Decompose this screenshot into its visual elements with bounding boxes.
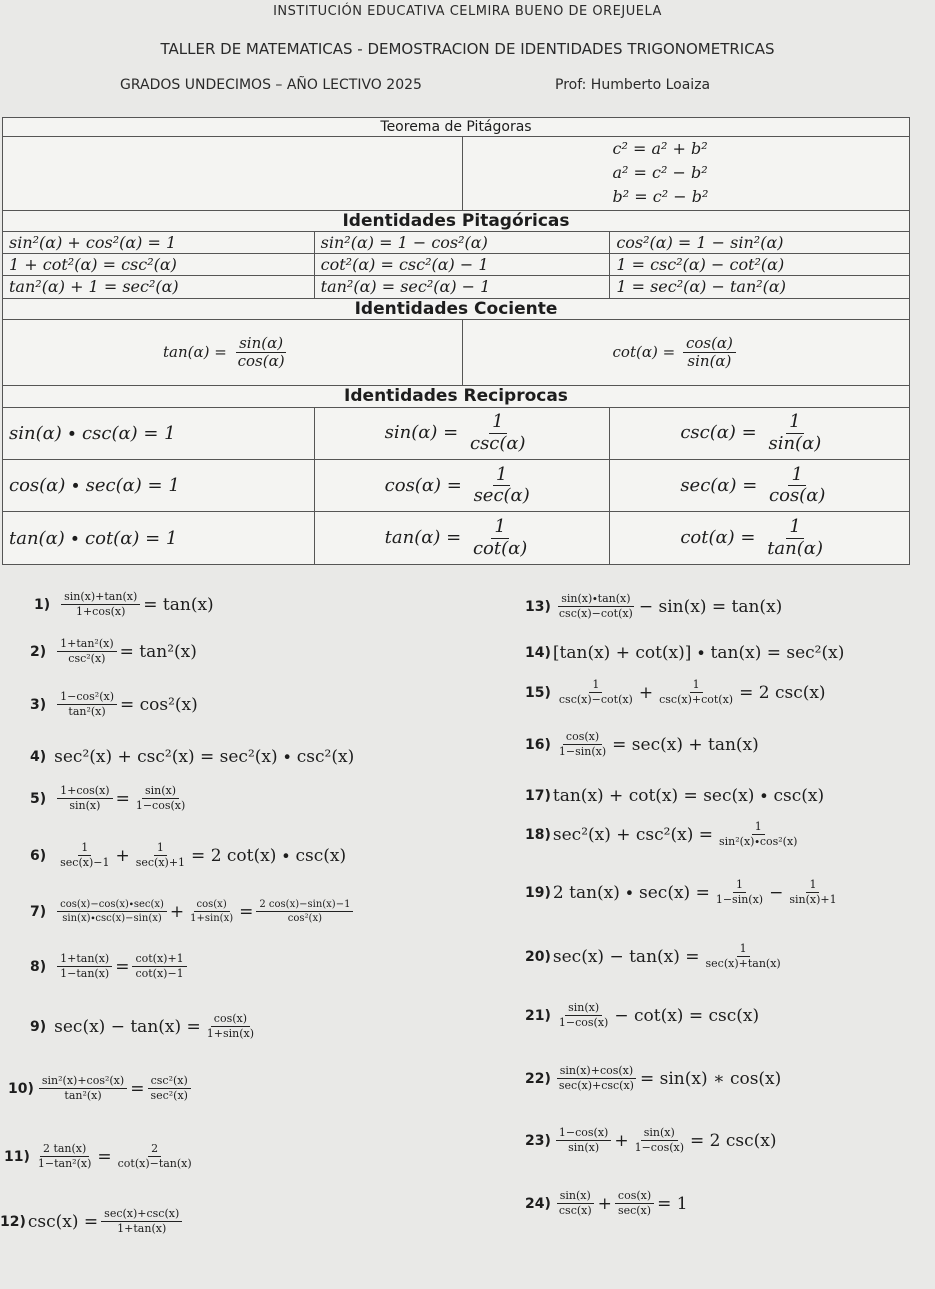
exercise-2 (30, 637, 197, 667)
fraction-den: 1+sin(x) (206, 1027, 255, 1041)
exercise-rhs: = 2 csc(x) (739, 682, 826, 703)
fraction-den: sec(x) (617, 1204, 652, 1218)
exercise-number: 24) (525, 1195, 551, 1212)
reciprocal-den: sin(α) (768, 432, 822, 454)
reciprocal-product: tan(α) ∙ cot(α) = 1 (3, 512, 315, 565)
reciprocal-lhs: csc(α) = (680, 422, 757, 444)
tan-quotient-den: cos(α) (237, 352, 285, 371)
fraction-den: sin(x)∙csc(x)−sin(x) (62, 913, 162, 924)
exercise-number: 23) (525, 1132, 551, 1149)
fraction-den: cot(x)−1 (135, 967, 184, 981)
exercise-8 (30, 952, 190, 982)
fraction-num: 2 (148, 1142, 161, 1157)
fraction-den: csc²(x) (68, 652, 106, 666)
reciprocal-den: csc(α) (469, 432, 526, 454)
fraction-den: 1+tan(x) (117, 1222, 167, 1236)
fraction-den: csc(x)+cot(x) (659, 693, 734, 707)
pyth-identity: 1 = csc²(α) − cot²(α) (610, 254, 910, 276)
fraction-num: 1 (690, 678, 703, 693)
reciprocal-lhs: cot(α) = (680, 527, 756, 549)
fraction-den: 1−cos(x) (558, 1016, 609, 1030)
exercise-operator: + (169, 901, 185, 922)
cot-quotient-num: cos(α) (683, 335, 736, 353)
triangle-figure-cell (3, 137, 463, 211)
fraction-num: 2 tan(x) (40, 1142, 89, 1157)
exercise-number: 6) (30, 847, 47, 864)
pyth-identity: tan²(α) = sec²(α) − 1 (314, 276, 610, 298)
fraction-den: sec(x)+1 (135, 856, 186, 870)
identities-table (2, 117, 910, 565)
reciprocal-den: sec(α) (473, 485, 530, 507)
pyth-identity: sin²(α) + cos²(α) = 1 (3, 232, 315, 254)
reciprocal-num: 1 (788, 465, 805, 487)
grades-line: GRADOS UNDECIMOS – AÑO LECTIVO 2025 (120, 77, 422, 93)
fraction-num: 2 cos(x)−sin(x)−1 (256, 898, 353, 912)
exercise-19 (525, 878, 843, 908)
exercise-number: 19) (525, 884, 551, 901)
exercise-18 (525, 820, 803, 850)
exercise-number: 12) (0, 1213, 26, 1230)
exercise-text: tan(x) + cot(x) = sec(x) ∙ csc(x) (552, 786, 825, 806)
exercise-lhs: csc(x) = (27, 1211, 99, 1232)
exercise-14 (525, 643, 844, 663)
fraction-num: 1 (737, 942, 750, 957)
exercise-number: 8) (30, 958, 47, 975)
exercise-7 (30, 898, 356, 925)
exercise-number: 17) (525, 788, 551, 804)
exercise-17 (525, 786, 824, 806)
exercise-3 (30, 690, 198, 720)
exercise-lhs: sec(x) − tan(x) = (552, 946, 700, 967)
exercise-number: 3) (30, 696, 47, 713)
fraction-num: cos(x) (194, 898, 230, 912)
fraction-den: sec(x)−1 (60, 856, 110, 870)
fraction-num: 1 (733, 878, 746, 893)
exercise-rhs: = 2 cot(x) ∙ csc(x) (191, 845, 347, 866)
exercise-operator: − (769, 882, 784, 903)
fraction-den: sin(x) (568, 1141, 600, 1155)
fraction-num: sin(x)+cos(x) (557, 1064, 636, 1079)
exercise-rhs: − sin(x) = tan(x) (638, 596, 783, 617)
exercise-lhs: sec²(x) + csc²(x) = (552, 824, 713, 845)
fraction-num: 1−cos²(x) (57, 690, 117, 705)
exercise-operator: = (115, 956, 130, 977)
exercise-operator: = (97, 1146, 112, 1167)
fraction-den: csc(x) (558, 1204, 592, 1218)
fraction-den: 1−tan²(x) (37, 1157, 92, 1171)
exercise-rhs: = tan²(x) (119, 641, 197, 662)
reciprocal-product: cos(α) ∙ sec(α) = 1 (3, 460, 315, 512)
fraction-den: sin²(x)∙cos²(x) (719, 835, 798, 849)
fraction-num: sec(x)+csc(x) (101, 1207, 182, 1222)
fraction-num: sin(x) (641, 1126, 678, 1141)
pitagoras-formula: b² = c² − b² (612, 187, 709, 207)
exercise-13 (525, 592, 782, 622)
fraction-num: sin(x) (142, 784, 179, 799)
fraction-num: 1+tan(x) (57, 952, 112, 967)
exercise-16 (525, 730, 759, 760)
fraction-num: 1 (806, 878, 819, 893)
reciprocal-num: 1 (786, 412, 803, 434)
fraction-num: 1 (78, 841, 91, 856)
exercise-number: 2) (30, 643, 47, 660)
reciprocal-identity (314, 460, 610, 512)
fraction-den: 1−sin(x) (715, 893, 764, 907)
reciprocal-num: 1 (493, 465, 510, 487)
exercise-number: 4) (30, 749, 47, 765)
pitagoras-formula: a² = c² − b² (612, 163, 708, 183)
exercise-6 (30, 841, 346, 871)
exercise-rhs: = sin(x) ∗ cos(x) (639, 1068, 782, 1089)
fraction-den: 1+sin(x) (190, 913, 234, 924)
exercise-number: 7) (30, 903, 47, 920)
exercise-4 (30, 747, 354, 767)
fraction-num: sin(x)+tan(x) (61, 590, 140, 605)
exercise-operator: + (597, 1193, 612, 1214)
exercise-lhs: sec(x) − tan(x) = (54, 1016, 201, 1037)
reciprocal-den: cos(α) (769, 485, 826, 507)
reciprocal-den: cot(α) (472, 537, 528, 559)
reciprocal-identity (610, 512, 910, 565)
worksheet-title: TALLER DE MATEMATICAS - DEMOSTRACION DE IDENTIDADES TRIGONOMETRICAS (160, 40, 775, 58)
pyth-identity: 1 = sec²(α) − tan²(α) (610, 276, 910, 298)
exercise-number: 9) (30, 1018, 47, 1035)
fraction-den: cos²(x) (287, 913, 323, 924)
fraction-den: sec(x)+csc(x) (558, 1079, 634, 1093)
institution-name: INSTITUCIÓN EDUCATIVA CELMIRA BUENO DE OREJUELA (273, 4, 662, 19)
pyth-identity: cot²(α) = csc²(α) − 1 (314, 254, 610, 276)
exercise-number: 20) (525, 948, 551, 965)
exercise-text: [tan(x) + cot(x)] ∙ tan(x) = sec²(x) (552, 643, 845, 663)
fraction-num: 1 (154, 841, 167, 856)
exercise-rhs: = tan(x) (143, 594, 214, 615)
exercise-15 (525, 678, 826, 708)
cot-quotient (462, 319, 909, 386)
exercise-operator: = (239, 901, 254, 922)
fraction-den: 1−sin(x) (558, 745, 607, 759)
exercise-operator: + (115, 845, 130, 866)
reciprocal-num: 1 (489, 412, 506, 434)
exercise-operator: = (130, 1078, 145, 1099)
pitagoricas-title: Identidades Pitagóricas (3, 210, 910, 231)
exercise-number: 13) (525, 598, 551, 615)
pitagoras-title: Teorema de Pitágoras (3, 118, 910, 137)
tan-quotient-num: sin(α) (236, 335, 286, 353)
exercise-21 (525, 1001, 759, 1031)
cot-quotient-lhs: cot(α) = (612, 342, 676, 361)
fraction-num: sin²(x)+cos²(x) (39, 1074, 127, 1089)
fraction-den: cot(x)−tan(x) (117, 1157, 192, 1171)
exercise-23 (525, 1126, 777, 1156)
fraction-den: tan²(x) (68, 705, 106, 719)
pitagoras-formula: c² = a² + b² (612, 139, 708, 159)
exercise-number: 18) (525, 826, 551, 843)
exercise-12 (0, 1207, 185, 1237)
fraction-num: 1 (752, 820, 765, 835)
reciprocas-title: Identidades Reciprocas (3, 386, 910, 407)
fraction-num: 1+tan²(x) (57, 637, 116, 652)
reciprocal-identity (314, 512, 610, 565)
fraction-num: csc²(x) (148, 1074, 191, 1089)
exercise-rhs: − cot(x) = csc(x) (614, 1005, 760, 1026)
fraction-den: tan²(x) (64, 1089, 102, 1103)
exercise-number: 11) (4, 1148, 30, 1165)
fraction-num: 1−cos(x) (556, 1126, 611, 1141)
exercise-rhs: = cos²(x) (119, 694, 198, 715)
fraction-num: cos(x) (615, 1189, 654, 1204)
exercise-number: 16) (525, 736, 551, 753)
exercise-lhs: 2 tan(x) ∙ sec(x) = (552, 882, 710, 903)
reciprocal-identity (610, 407, 910, 459)
fraction-num: sin(x) (565, 1001, 602, 1016)
fraction-num: cot(x)+1 (132, 952, 186, 967)
exercise-number: 5) (30, 790, 47, 807)
pyth-identity: sin²(α) = 1 − cos²(α) (314, 232, 610, 254)
exercise-text: sec²(x) + csc²(x) = sec²(x) ∙ csc²(x) (54, 747, 355, 767)
fraction-num: 1 (589, 678, 602, 693)
exercise-22 (525, 1064, 781, 1094)
pyth-identity: cos²(α) = 1 − sin²(α) (610, 232, 910, 254)
reciprocal-product: sin(α) ∙ csc(α) = 1 (3, 407, 315, 459)
exercise-1 (34, 590, 214, 620)
fraction-num: 1+cos(x) (57, 784, 112, 799)
fraction-den: sec(x)+tan(x) (705, 957, 781, 971)
reciprocal-num: 1 (786, 517, 803, 539)
fraction-den: csc(x)−cot(x) (558, 693, 633, 707)
pyth-identity: tan²(α) + 1 = sec²(α) (3, 276, 315, 298)
cociente-title: Identidades Cociente (3, 298, 910, 319)
fraction-num: sin(x) (557, 1189, 594, 1204)
fraction-den: sin(x) (69, 799, 101, 813)
exercise-operator: + (614, 1130, 629, 1151)
exercise-9 (30, 1012, 260, 1042)
exercise-number: 1) (34, 596, 51, 613)
fraction-den: 1−cos(x) (634, 1141, 685, 1155)
fraction-num: cos(x) (563, 730, 602, 745)
reciprocal-den: tan(α) (767, 537, 823, 559)
fraction-num: cos(x)−cos(x)∙sec(x) (57, 898, 167, 912)
tan-quotient (3, 319, 463, 386)
exercise-number: 10) (8, 1080, 34, 1097)
pyth-identity: 1 + cot²(α) = csc²(α) (3, 254, 315, 276)
fraction-den: 1+cos(x) (75, 605, 126, 619)
fraction-den: sec²(x) (150, 1089, 188, 1103)
exercise-number: 15) (525, 684, 551, 701)
exercise-5 (30, 784, 191, 814)
exercise-rhs: = sec(x) + tan(x) (612, 734, 759, 755)
reciprocal-lhs: tan(α) = (384, 527, 462, 549)
reciprocal-identity (610, 460, 910, 512)
fraction-num: sin(x)∙tan(x) (558, 592, 633, 607)
exercise-24 (525, 1189, 688, 1219)
pitagoras-formulas (462, 137, 909, 211)
tan-quotient-lhs: tan(α) = (163, 342, 227, 361)
exercise-number: 22) (525, 1070, 551, 1087)
fraction-den: csc(x)−cot(x) (558, 607, 633, 621)
exercise-operator: + (638, 682, 654, 703)
fraction-den: sin(x)+1 (789, 893, 837, 907)
exercise-11 (4, 1142, 198, 1172)
reciprocal-identity (314, 407, 610, 459)
reciprocal-num: 1 (491, 517, 508, 539)
fraction-den: 1−cos(x) (135, 799, 186, 813)
fraction-den: 1−tan(x) (60, 967, 110, 981)
exercise-10 (8, 1074, 194, 1104)
exercise-number: 14) (525, 645, 551, 661)
cot-quotient-den: sin(α) (687, 352, 732, 371)
reciprocal-lhs: cos(α) = (384, 474, 462, 496)
reciprocal-lhs: sec(α) = (680, 474, 758, 496)
exercise-rhs: = 1 (657, 1193, 688, 1214)
reciprocal-lhs: sin(α) = (384, 422, 459, 444)
fraction-num: cos(x) (211, 1012, 250, 1027)
exercise-rhs: = 2 csc(x) (690, 1130, 777, 1151)
teacher-name: Prof: Humberto Loaiza (555, 77, 711, 93)
exercise-20 (525, 942, 787, 972)
exercise-operator: = (115, 788, 130, 809)
exercise-number: 21) (525, 1007, 551, 1024)
